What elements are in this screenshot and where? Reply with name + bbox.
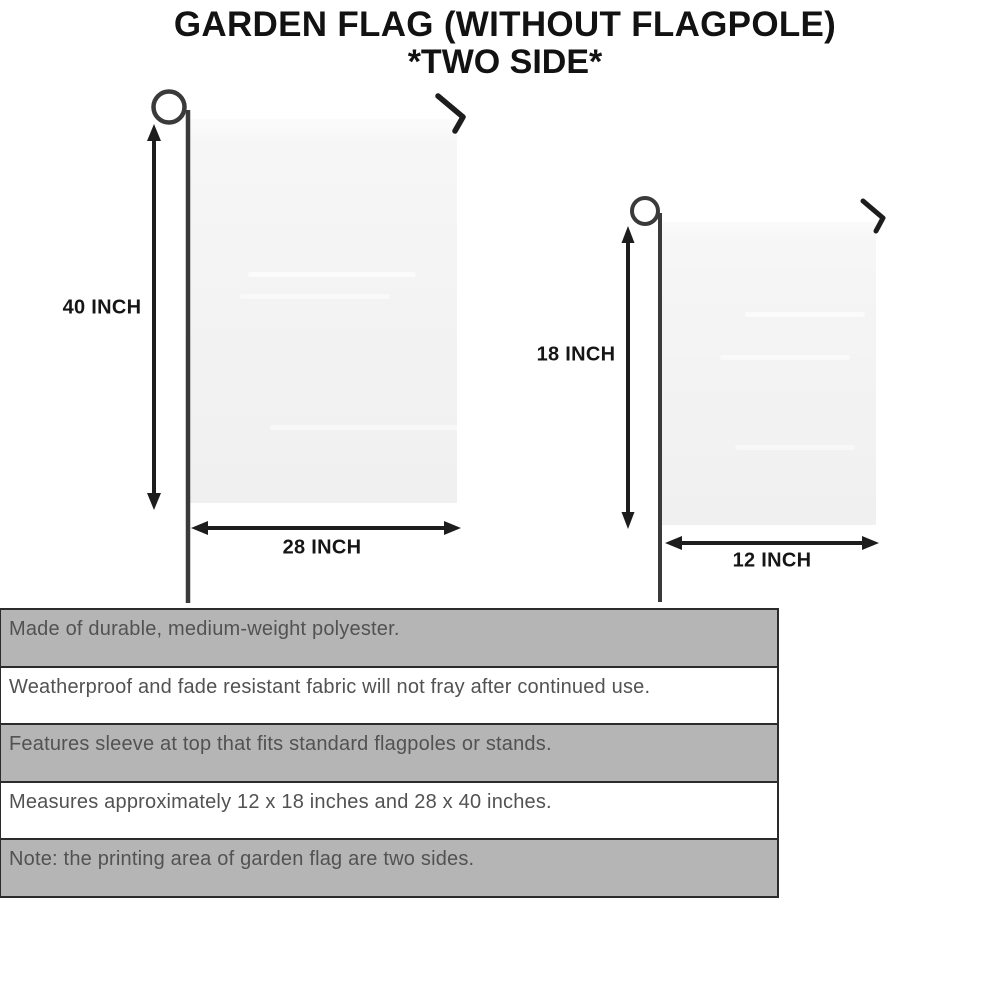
large-flag-pole-loop bbox=[154, 92, 185, 123]
small-flag-height-arrow bbox=[622, 226, 635, 529]
large-flag-crease bbox=[240, 294, 390, 299]
feature-row-sleeve: Features sleeve at top that fits standard flagpoles or stands. bbox=[1, 725, 777, 783]
large-flag-height-arrow bbox=[147, 124, 161, 510]
large-flag-width-label: 28 INCH bbox=[282, 536, 362, 559]
large-flag-group bbox=[147, 92, 463, 604]
small-flag-crease bbox=[735, 445, 855, 450]
large-flag-crease bbox=[248, 272, 416, 277]
title-line-1: GARDEN FLAG (WITHOUT FLAGPOLE) bbox=[173, 5, 837, 44]
feature-row-material: Made of durable, medium-weight polyester. bbox=[1, 610, 777, 668]
title-line-2: *TWO SIDE* bbox=[407, 43, 603, 82]
small-flag-group bbox=[622, 198, 884, 602]
feature-row-note: Note: the printing area of garden flag are two sides. bbox=[1, 840, 777, 896]
small-flag-width-label: 12 INCH bbox=[732, 549, 812, 572]
small-flag-fabric bbox=[662, 222, 876, 525]
feature-table bbox=[0, 608, 779, 898]
feature-row-weatherproof: Weatherproof and fade resistant fabric will not fray after continued use. bbox=[1, 668, 777, 726]
large-flag-fabric bbox=[190, 119, 457, 503]
small-flag-width-arrow bbox=[665, 536, 879, 550]
small-flag-crease bbox=[720, 355, 850, 360]
large-flag-crease bbox=[270, 425, 460, 430]
small-flag-crease bbox=[745, 312, 865, 317]
feature-row-measurements: Measures approximately 12 x 18 inches and 28 x 40 inches. bbox=[1, 783, 777, 841]
large-flag-width-arrow bbox=[191, 521, 461, 535]
small-flag-height-label: 18 INCH bbox=[536, 343, 616, 366]
large-flag-height-label: 40 INCH bbox=[62, 296, 142, 319]
small-flag-pole-loop bbox=[632, 198, 658, 224]
